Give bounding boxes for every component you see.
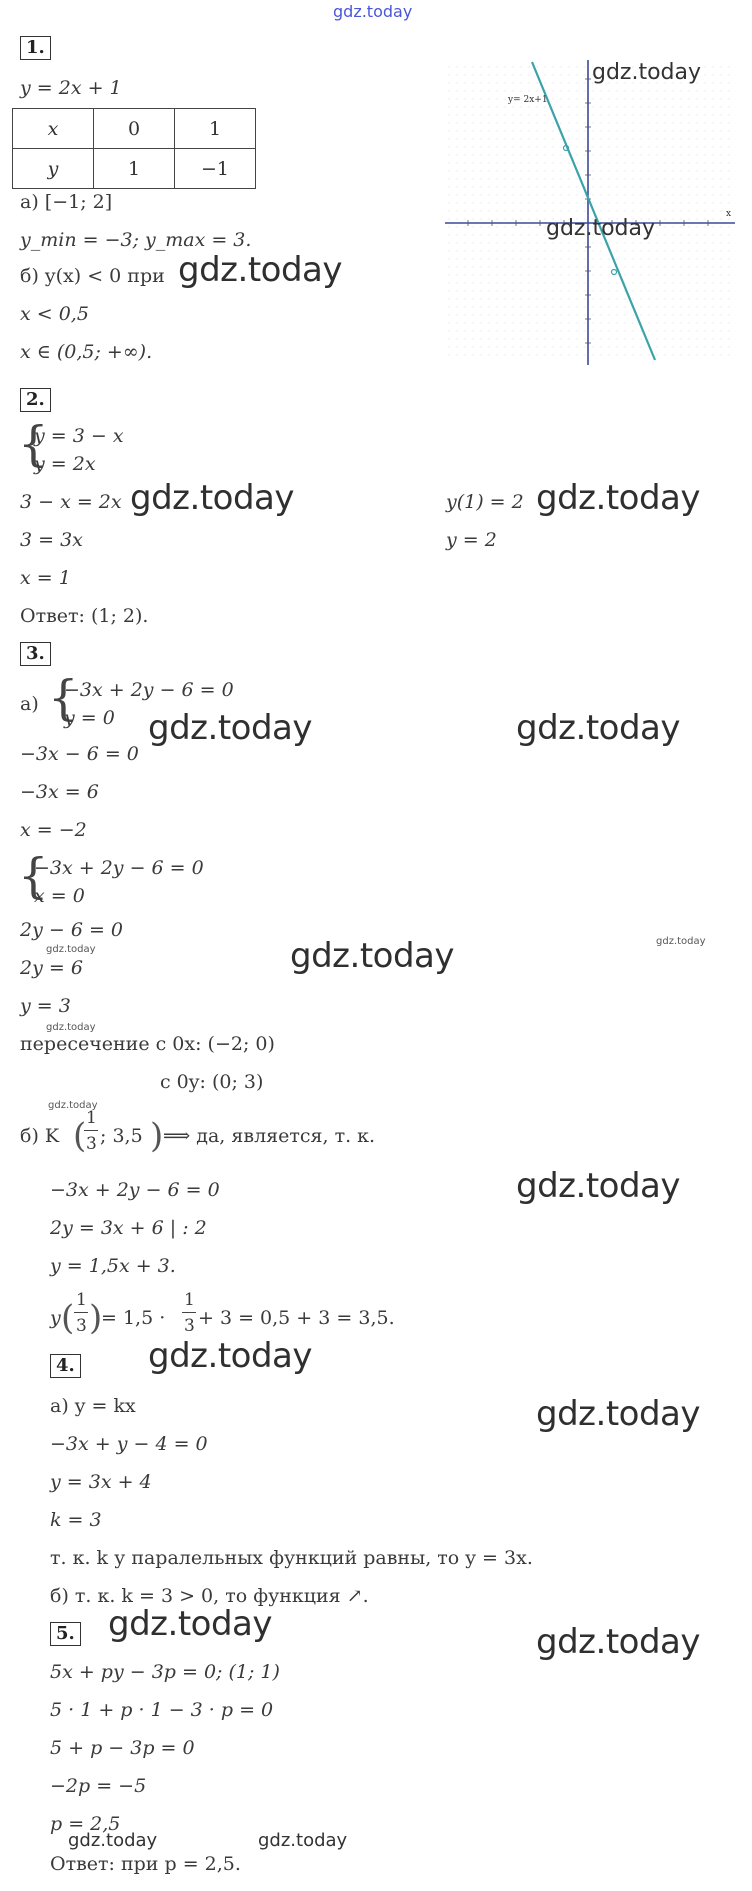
task3-line: −3x − 6 = 0	[20, 743, 139, 765]
task2-right-line: y(1) = 2	[446, 491, 524, 513]
task2-answer: Ответ: (1; 2).	[20, 605, 149, 627]
watermark: gdz.today	[536, 1622, 700, 1662]
function-graph	[440, 50, 740, 370]
watermark-bottom: gdz.today	[68, 1830, 158, 1851]
task4-line: а) y = kx	[50, 1395, 136, 1417]
task1-line-b: б) y(x) < 0 при	[20, 265, 165, 287]
fraction-denominator: 3	[86, 1134, 97, 1154]
paren-right: )	[150, 1116, 164, 1156]
task2-system-eq1: y = 3 − x	[34, 425, 124, 447]
task3-line: −3x = 6	[20, 781, 99, 803]
watermark: gdz.today	[148, 708, 312, 748]
watermark: gdz.today	[592, 60, 702, 85]
task5-line: p = 2,5	[50, 1813, 121, 1835]
table-cell: 0	[94, 109, 175, 149]
watermark: gdz.today	[536, 1394, 700, 1434]
watermark-small: gdz.today	[48, 1100, 98, 1111]
task3-conclusion: ⟹ да, является, т. к.	[163, 1125, 376, 1147]
task5-line: 5 · 1 + p · 1 − 3 · p = 0	[50, 1699, 274, 1721]
task2-line: x = 1	[20, 567, 71, 589]
paren-left: (	[61, 1298, 75, 1338]
table-cell: x	[13, 109, 94, 149]
watermark-small: gdz.today	[46, 1022, 96, 1033]
task1-line-a: а) [−1; 2]	[20, 191, 113, 213]
task-number-2: 2.	[20, 388, 51, 412]
task3-line: 2y − 6 = 0	[20, 919, 123, 941]
watermark-bottom: gdz.today	[258, 1830, 348, 1851]
value-table	[12, 108, 256, 189]
task4-line: б) т. к. k = 3 > 0, то функция ↗.	[50, 1585, 369, 1607]
task3-part-b-label: б) K	[20, 1125, 60, 1147]
task-number-4: 4.	[50, 1354, 81, 1378]
task3-check-post: + 3 = 0,5 + 3 = 3,5.	[198, 1307, 395, 1329]
fraction-numerator: 1	[76, 1290, 87, 1310]
watermark: gdz.today	[536, 478, 700, 518]
task-number-3: 3.	[20, 642, 51, 666]
watermark: gdz.today	[108, 1604, 272, 1644]
task3-check-mid: = 1,5 ·	[101, 1307, 166, 1329]
watermark: gdz.today	[516, 708, 680, 748]
fraction-numerator: 1	[184, 1290, 195, 1310]
watermark-small: gdz.today	[46, 944, 96, 955]
task-number-5: 5.	[50, 1622, 81, 1646]
system-brace: {	[48, 670, 79, 726]
fraction-bar	[182, 1312, 196, 1313]
table-cell: 1	[175, 109, 256, 149]
table-cell: −1	[175, 149, 256, 189]
task3-point-value: ; 3,5	[100, 1125, 143, 1147]
watermark: gdz.today	[148, 1336, 312, 1376]
graph-axis-x-label: x	[726, 209, 732, 219]
fraction-bar	[74, 1312, 88, 1313]
watermark: gdz.today	[130, 478, 294, 518]
task4-line: −3x + y − 4 = 0	[50, 1433, 208, 1455]
task3-b-system-eq1: −3x + 2y − 6 = 0	[34, 857, 204, 879]
fraction-denominator: 3	[184, 1316, 195, 1336]
paren-right: )	[89, 1298, 103, 1338]
fraction-denominator: 3	[76, 1316, 87, 1336]
task1-minmax: y_min = −3; y_max = 3.	[20, 229, 252, 251]
task1-interval: x ∈ (0,5; +∞).	[20, 341, 153, 363]
graph-label: y= 2x+1	[508, 95, 548, 105]
watermark-small: gdz.today	[656, 936, 706, 947]
task2-line: 3 = 3x	[20, 529, 83, 551]
task5-line: 5 + p − 3p = 0	[50, 1737, 195, 1759]
task3-line: 2y = 6	[20, 957, 83, 979]
task5-line: 5x + py − 3p = 0; (1; 1)	[50, 1661, 280, 1683]
task4-line: k = 3	[50, 1509, 102, 1531]
watermark: gdz.today	[516, 1166, 680, 1206]
table-cell: y	[13, 149, 94, 189]
fraction-numerator: 1	[86, 1108, 97, 1128]
task2-system-eq2: y = 2x	[34, 453, 96, 475]
system-brace: {	[18, 416, 49, 472]
system-brace: {	[18, 848, 49, 904]
task4-line: т. к. k у паралельных функций равны, то y = 3x.	[50, 1547, 533, 1569]
task3-line: y = 1,5x + 3.	[50, 1255, 176, 1277]
task2-right-line: y = 2	[446, 529, 497, 551]
task3-a-system-eq2: y = 0	[64, 707, 115, 729]
task3-a-system-eq1: −3x + 2y − 6 = 0	[64, 679, 234, 701]
watermark-top: gdz.today	[333, 2, 413, 21]
task1-equation: y = 2x + 1	[20, 77, 122, 99]
task2-line: 3 − x = 2x	[20, 491, 122, 513]
task3-line: 2y = 3x + 6 | : 2	[50, 1217, 207, 1239]
task3-line: y = 3	[20, 995, 71, 1017]
task5-line: −2p = −5	[50, 1775, 147, 1797]
watermark: gdz.today	[290, 936, 454, 976]
task3-line: x = −2	[20, 819, 87, 841]
paren-left: (	[73, 1116, 87, 1156]
task1-inequality: x < 0,5	[20, 303, 89, 325]
task-number-1: 1.	[20, 36, 51, 60]
task4-line: y = 3x + 4	[50, 1471, 152, 1493]
watermark: gdz.today	[178, 250, 342, 290]
table-cell: 1	[94, 149, 175, 189]
task3-intersection-x: пересечение с 0x: (−2; 0)	[20, 1033, 275, 1055]
task3-part-a-label: а)	[20, 693, 39, 715]
task3-check-y: y	[50, 1307, 61, 1329]
task3-intersection-y: с 0y: (0; 3)	[160, 1071, 264, 1093]
fraction-bar	[84, 1130, 98, 1131]
watermark: gdz.today	[546, 216, 656, 241]
task3-line: −3x + 2y − 6 = 0	[50, 1179, 220, 1201]
task5-answer: Ответ: при p = 2,5.	[50, 1853, 241, 1875]
task3-b-system-eq2: x = 0	[34, 885, 85, 907]
